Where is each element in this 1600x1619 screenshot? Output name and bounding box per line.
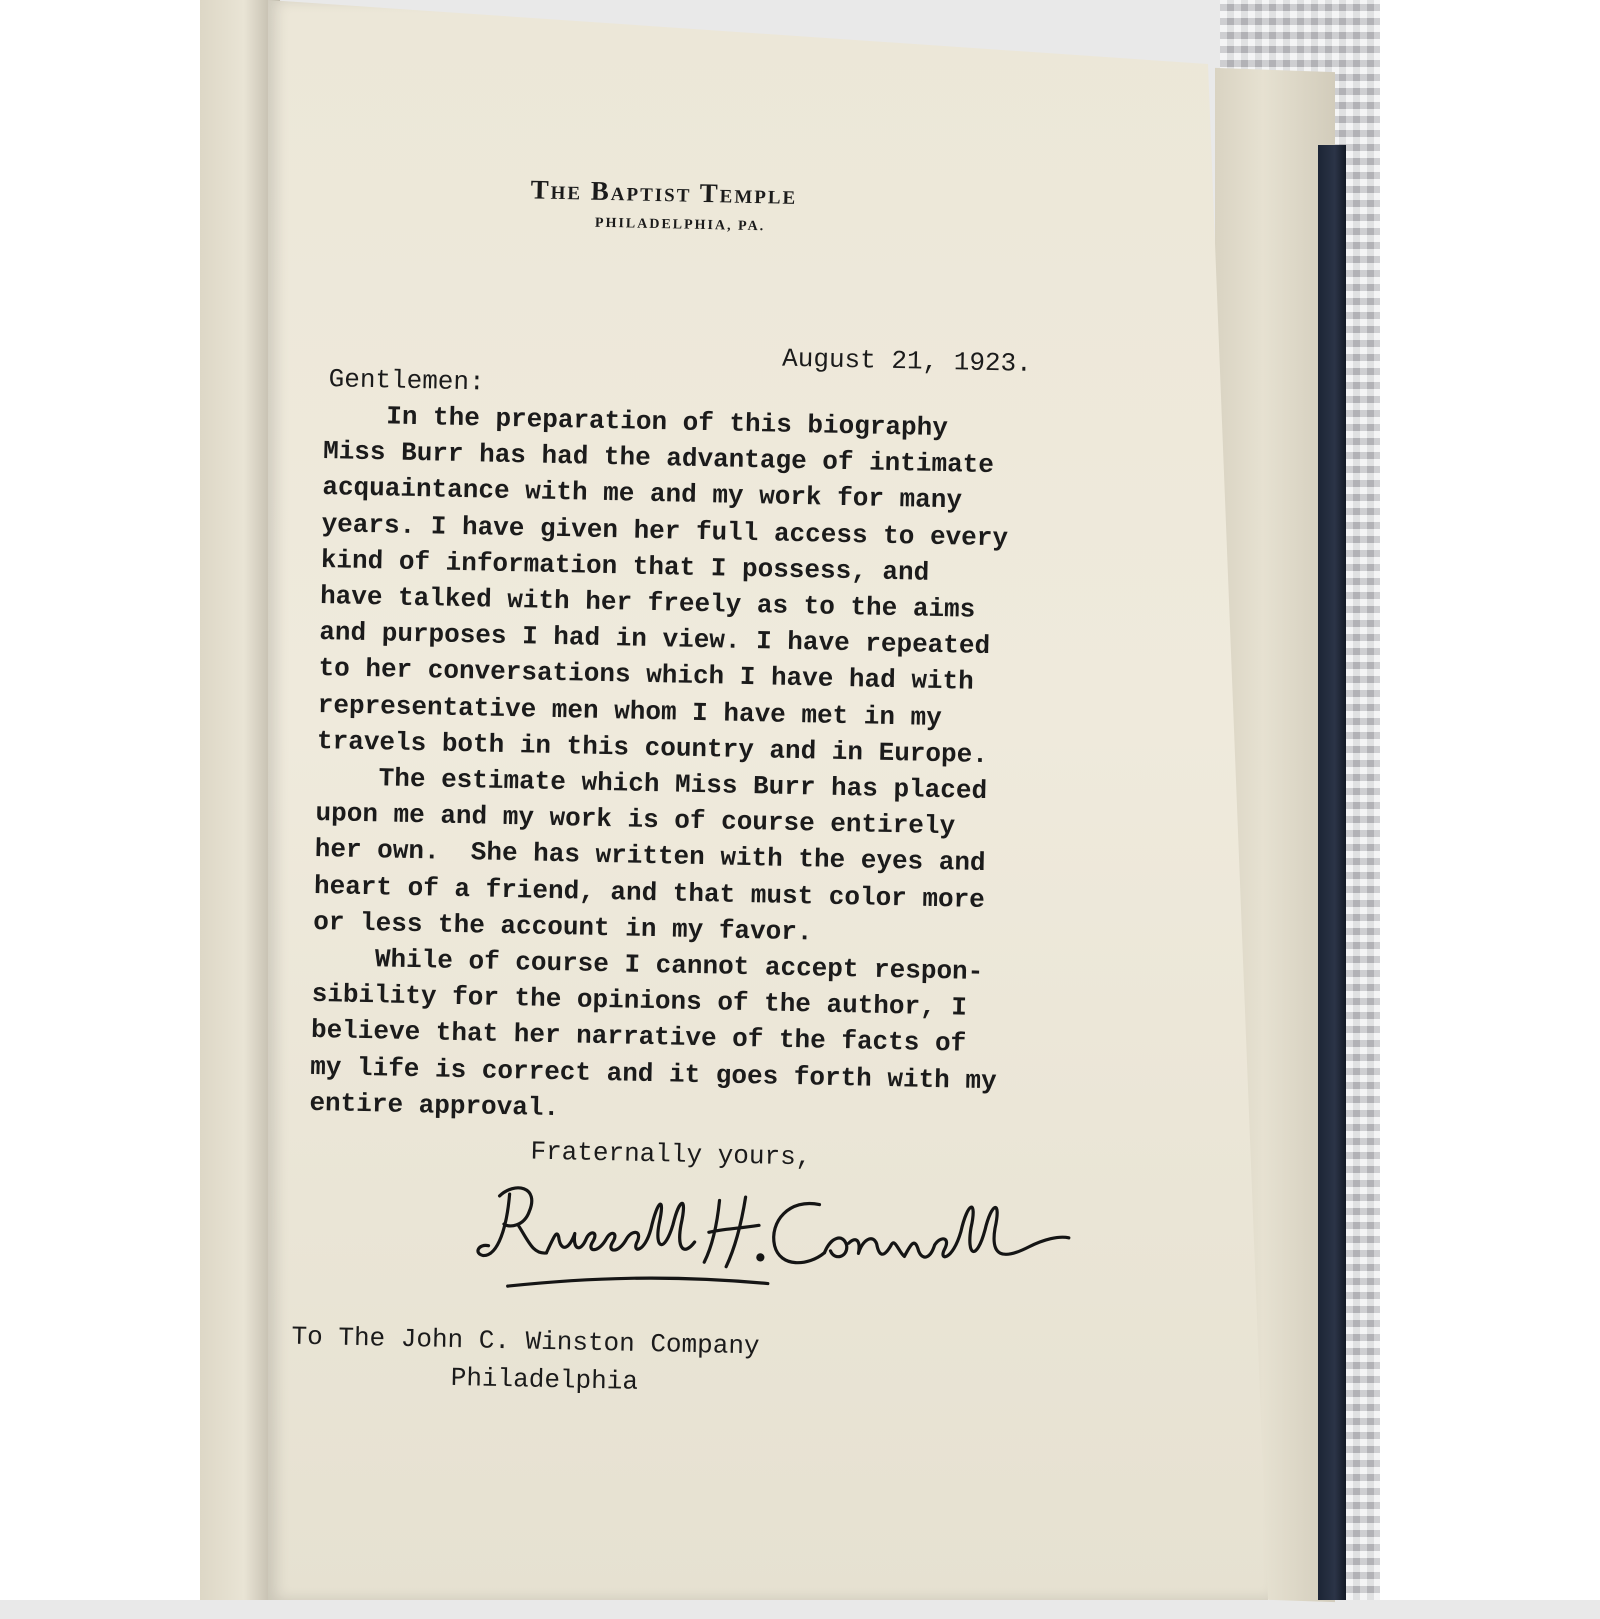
body-line: and purposes I had in view. I have repeated — [319, 617, 991, 662]
letter-greeting: Gentlemen: — [328, 364, 485, 398]
body-line: acquaintance with me and my work for many — [322, 472, 963, 516]
body-line: believe that her narrative of the facts of — [310, 1015, 967, 1060]
body-line: upon me and my work is of course entirely — [315, 798, 956, 842]
body-line: heart of a friend, and that must color more — [313, 870, 986, 915]
letter-closing: Fraternally yours, — [530, 1136, 812, 1173]
body-line: While of course I cannot accept respon- — [312, 942, 984, 988]
body-line: representative men whom I have met in my — [317, 689, 943, 733]
body-line: or less the account in my favor. — [312, 906, 813, 948]
body-line: Miss Burr has had the advantage of intimate — [322, 436, 995, 481]
body-line: her own. She has written with the eyes and — [314, 834, 986, 879]
body-line: travels both in this country and in Europe. — [316, 725, 989, 770]
letterhead-location: PHILADELPHIA, PA. — [594, 215, 766, 235]
letter-body — [309, 397, 1144, 1138]
body-line: to her conversations which I have had with — [318, 653, 975, 698]
handwritten-signature — [467, 1165, 1090, 1318]
body-line: my life is correct and it goes forth with my — [309, 1051, 997, 1096]
recipient-name: To The John C. Winston Company — [291, 1321, 760, 1362]
body-line: In the preparation of this biography — [323, 400, 949, 444]
recipient-city: Philadelphia — [450, 1362, 639, 1397]
body-line: have talked with her freely as to the aims — [319, 581, 976, 625]
body-line: years. I have given her full access to every — [321, 508, 1009, 554]
body-line: The estimate which Miss Burr has placed — [315, 762, 988, 807]
body-line: kind of information that I possess, and — [320, 544, 930, 588]
letter-date: August 21, 1923. — [781, 343, 1033, 379]
body-line: entire approval. — [309, 1087, 560, 1123]
body-line: sibility for the opinions of the author, I — [311, 979, 968, 1023]
letterhead-title: The Baptist Temple — [530, 174, 798, 210]
